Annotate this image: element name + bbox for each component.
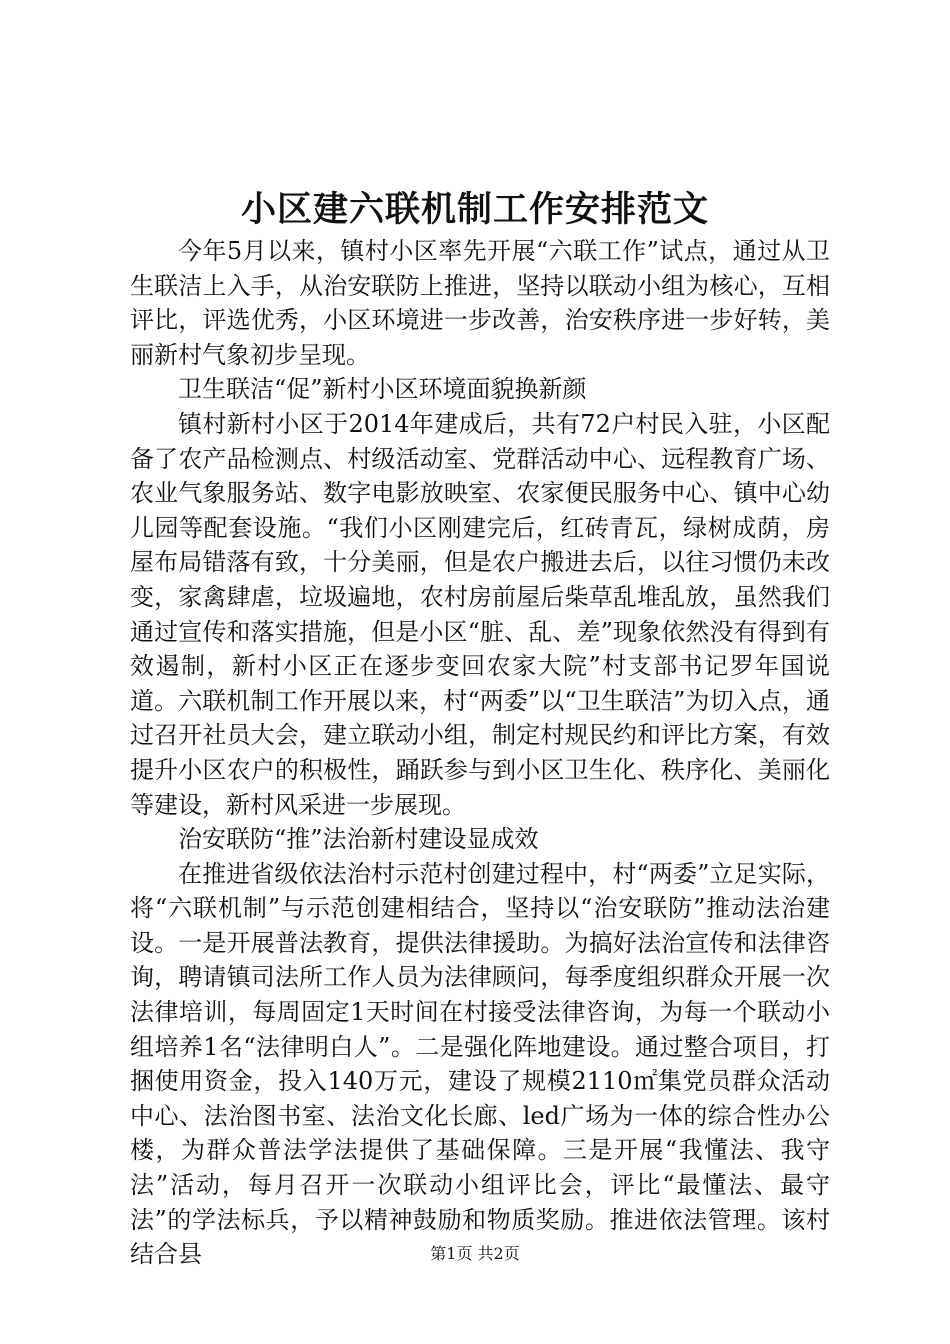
section-heading-sanitation: 卫生联洁“促”新村小区环境面貌换新颜 — [178, 375, 587, 404]
paragraph-sanitation: 镇村新村小区于2014年建成后，共有72户村民入驻，小区配备了农产品检测点、村级活动室、党群活动中心、远程教育广场、农业气象服务站、数字电影放映室、农家便民服务中心、镇中心幼儿园等配套设施。“我们小区刚建完后，红砖青瓦，绿树成荫，房屋布局错落有致，十分美丽，但是农户搬进去后，以往习惯仍未改变，家禽肆虐，垃圾遍地，农村房前屋后柴草乱堆乱放，虽然我们通过宣传和落实措施，但是小区“脏、乱、差”现象依然没有得到有效遏制，新村小区正在逐步变回农家大院”村支部书记罗年国说道。六联机制工作开展以来，村“两委”以“卫生联洁”为切入点，通过召开社员大会，建立联动小组，制定村规民约和评比方案，有效提升小区农户的积极性，踊跃参与到小区卫生化、秩序化、美丽化等建设，新村风采进一步展现。 — [130, 409, 830, 819]
paragraph-security: 在推进省级依法治村示范村创建过程中，村“两委”立足实际，将“六联机制”与示范创建相结合，坚持以“治安联防”推动法治建设。一是开展普法教育，提供法律援助。为搞好法治宣传和法律咨询，聘请镇司法所工作人员为法律顾问，每季度组织群众开展一次法律培训，每周固定1天时间在村接受法律咨询，为每一个联动小组培养1名“法律明白人”。二是强化阵地建设。通过整合项目，打捆使用资金，投入140万元，建设了规模2110㎡集党员群众活动中心、法治图书室、法治文化长廊、led广场为一体的综合性办公楼，为群众普法学法提供了基础保障。三是开展“我懂法、我守法”活动，每月召开一次联动小组评比会，评比“最懂法、最守法”的学法标兵，予以精神鼓励和物质奖励。推进依法管理。该村结合县 — [130, 859, 830, 1269]
page-number-footer: 第1页 共2页 — [430, 1244, 520, 1263]
document-body — [130, 234, 830, 1272]
section-heading-security: 治安联防“推”法治新村建设显成效 — [178, 825, 539, 854]
document-title: 小区建六联机制工作安排范文 — [240, 189, 709, 230]
paragraph-intro: 今年5月以来，镇村小区率先开展“六联工作”试点，通过从卫生联洁上入手，从治安联防上推进，坚持以联动小组为核心，互相评比，评选优秀，小区环境进一步改善，治安秩序进一步好转，美丽新村气象初步呈现。 — [130, 237, 830, 369]
